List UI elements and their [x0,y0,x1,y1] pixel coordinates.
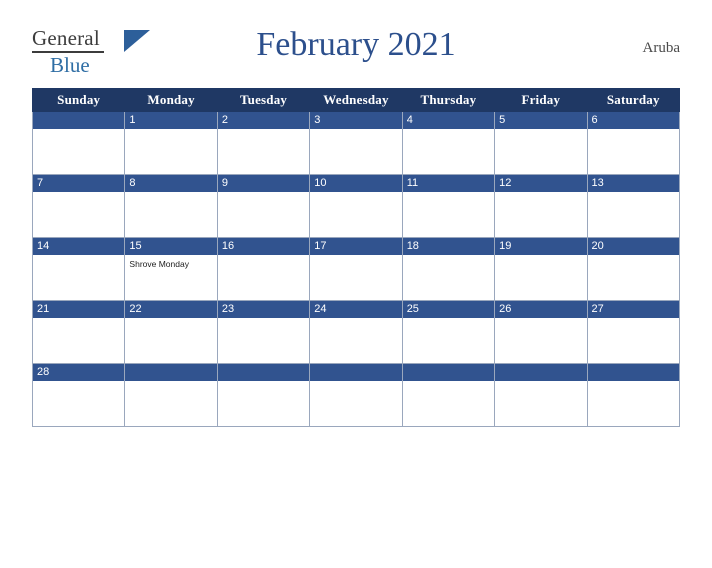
day-number: 18 [403,238,494,255]
calendar-day-cell[interactable] [310,238,402,301]
calendar-day-cell[interactable] [587,238,679,301]
day-event [218,255,309,259]
day-event [495,381,586,385]
calendar-page [0,18,712,568]
day-number: 12 [495,175,586,192]
calendar-day-cell[interactable] [587,175,679,238]
day-number: 6 [588,112,679,129]
day-number: 2 [218,112,309,129]
day-event [33,192,124,196]
day-number: 7 [33,175,124,192]
calendar-day-cell[interactable] [495,301,587,364]
calendar-week-row [33,175,680,238]
day-event [218,318,309,322]
day-event [495,129,586,133]
day-event [310,381,401,385]
day-number: 14 [33,238,124,255]
day-event [33,318,124,322]
day-event [33,129,124,133]
day-number: 28 [33,364,124,381]
weekday-header-thursday: Thursday [402,89,494,112]
day-event [125,381,216,385]
calendar-day-cell[interactable] [587,301,679,364]
day-number: 11 [403,175,494,192]
day-event [403,255,494,259]
calendar-day-cell[interactable] [217,238,309,301]
weekday-header-row [33,89,680,112]
day-number: 26 [495,301,586,318]
day-number: 23 [218,301,309,318]
calendar-week-row [33,364,680,427]
calendar-day-cell[interactable] [402,364,494,427]
calendar-day-cell[interactable] [495,364,587,427]
day-event [218,192,309,196]
calendar-day-cell[interactable] [402,301,494,364]
page-title: February 2021 [256,26,456,63]
day-number: 5 [495,112,586,129]
weekday-header-saturday: Saturday [587,89,679,112]
weekday-header-monday: Monday [125,89,217,112]
day-event [218,129,309,133]
country-label: Aruba [642,40,680,56]
day-number: 22 [125,301,216,318]
day-number [495,364,586,381]
day-event [403,129,494,133]
calendar-day-cell[interactable] [217,112,309,175]
calendar-day-cell[interactable] [402,112,494,175]
day-number: 25 [403,301,494,318]
day-event [33,381,124,385]
day-number [125,364,216,381]
calendar-day-cell[interactable] [217,301,309,364]
day-number: 17 [310,238,401,255]
weekday-header-friday: Friday [495,89,587,112]
day-number: 10 [310,175,401,192]
calendar-day-cell[interactable] [33,112,125,175]
calendar-day-cell[interactable] [495,175,587,238]
calendar-day-cell[interactable] [310,364,402,427]
calendar-day-cell[interactable] [495,112,587,175]
day-number: 20 [588,238,679,255]
weekday-header-sunday: Sunday [33,89,125,112]
calendar-day-cell[interactable] [125,175,217,238]
day-number: 1 [125,112,216,129]
calendar-day-cell[interactable] [125,301,217,364]
calendar-day-cell[interactable] [33,175,125,238]
calendar-day-cell[interactable] [310,175,402,238]
day-number: 9 [218,175,309,192]
day-number: 27 [588,301,679,318]
calendar-day-cell[interactable] [587,112,679,175]
day-event: Shrove Monday [129,259,189,269]
day-event [310,318,401,322]
calendar-day-cell[interactable] [310,301,402,364]
day-number: 19 [495,238,586,255]
logo-blue-text: Blue [50,53,90,77]
day-event [588,318,679,322]
calendar-day-cell[interactable] [587,364,679,427]
day-event [588,381,679,385]
logo-general-text: General [32,26,100,50]
day-number: 15 [125,238,216,255]
calendar-day-cell[interactable] [495,238,587,301]
day-event [310,192,401,196]
day-event [495,318,586,322]
calendar-day-cell[interactable] [125,364,217,427]
calendar-grid [32,88,680,427]
day-number: 8 [125,175,216,192]
calendar-week-row [33,238,680,301]
day-number: 24 [310,301,401,318]
day-number: 3 [310,112,401,129]
calendar-day-cell[interactable] [125,238,217,301]
day-number [588,364,679,381]
day-number [33,112,124,129]
day-event [403,318,494,322]
day-event [310,129,401,133]
calendar-day-cell[interactable] [310,112,402,175]
day-event [310,255,401,259]
day-event [403,192,494,196]
day-event [125,318,216,322]
day-number: 4 [403,112,494,129]
day-number [310,364,401,381]
day-event [495,255,586,259]
weekday-header-wednesday: Wednesday [310,89,402,112]
day-event [588,192,679,196]
day-event [588,129,679,133]
day-number [403,364,494,381]
calendar-day-cell[interactable] [402,175,494,238]
day-event [125,129,216,133]
page-header [32,18,680,80]
calendar-week-row [33,112,680,175]
calendar-day-cell[interactable] [217,364,309,427]
calendar-day-cell[interactable] [125,112,217,175]
day-number: 21 [33,301,124,318]
day-number: 13 [588,175,679,192]
day-number: 16 [218,238,309,255]
day-event [403,381,494,385]
day-event [495,192,586,196]
day-number [218,364,309,381]
day-event [33,255,124,259]
day-event [125,192,216,196]
day-event [588,255,679,259]
calendar-day-cell[interactable] [33,301,125,364]
calendar-day-cell[interactable] [217,175,309,238]
calendar-day-cell[interactable] [402,238,494,301]
day-event [218,381,309,385]
calendar-day-cell[interactable] [33,238,125,301]
weekday-header-tuesday: Tuesday [217,89,309,112]
calendar-week-row [33,301,680,364]
calendar-day-cell[interactable] [33,364,125,427]
